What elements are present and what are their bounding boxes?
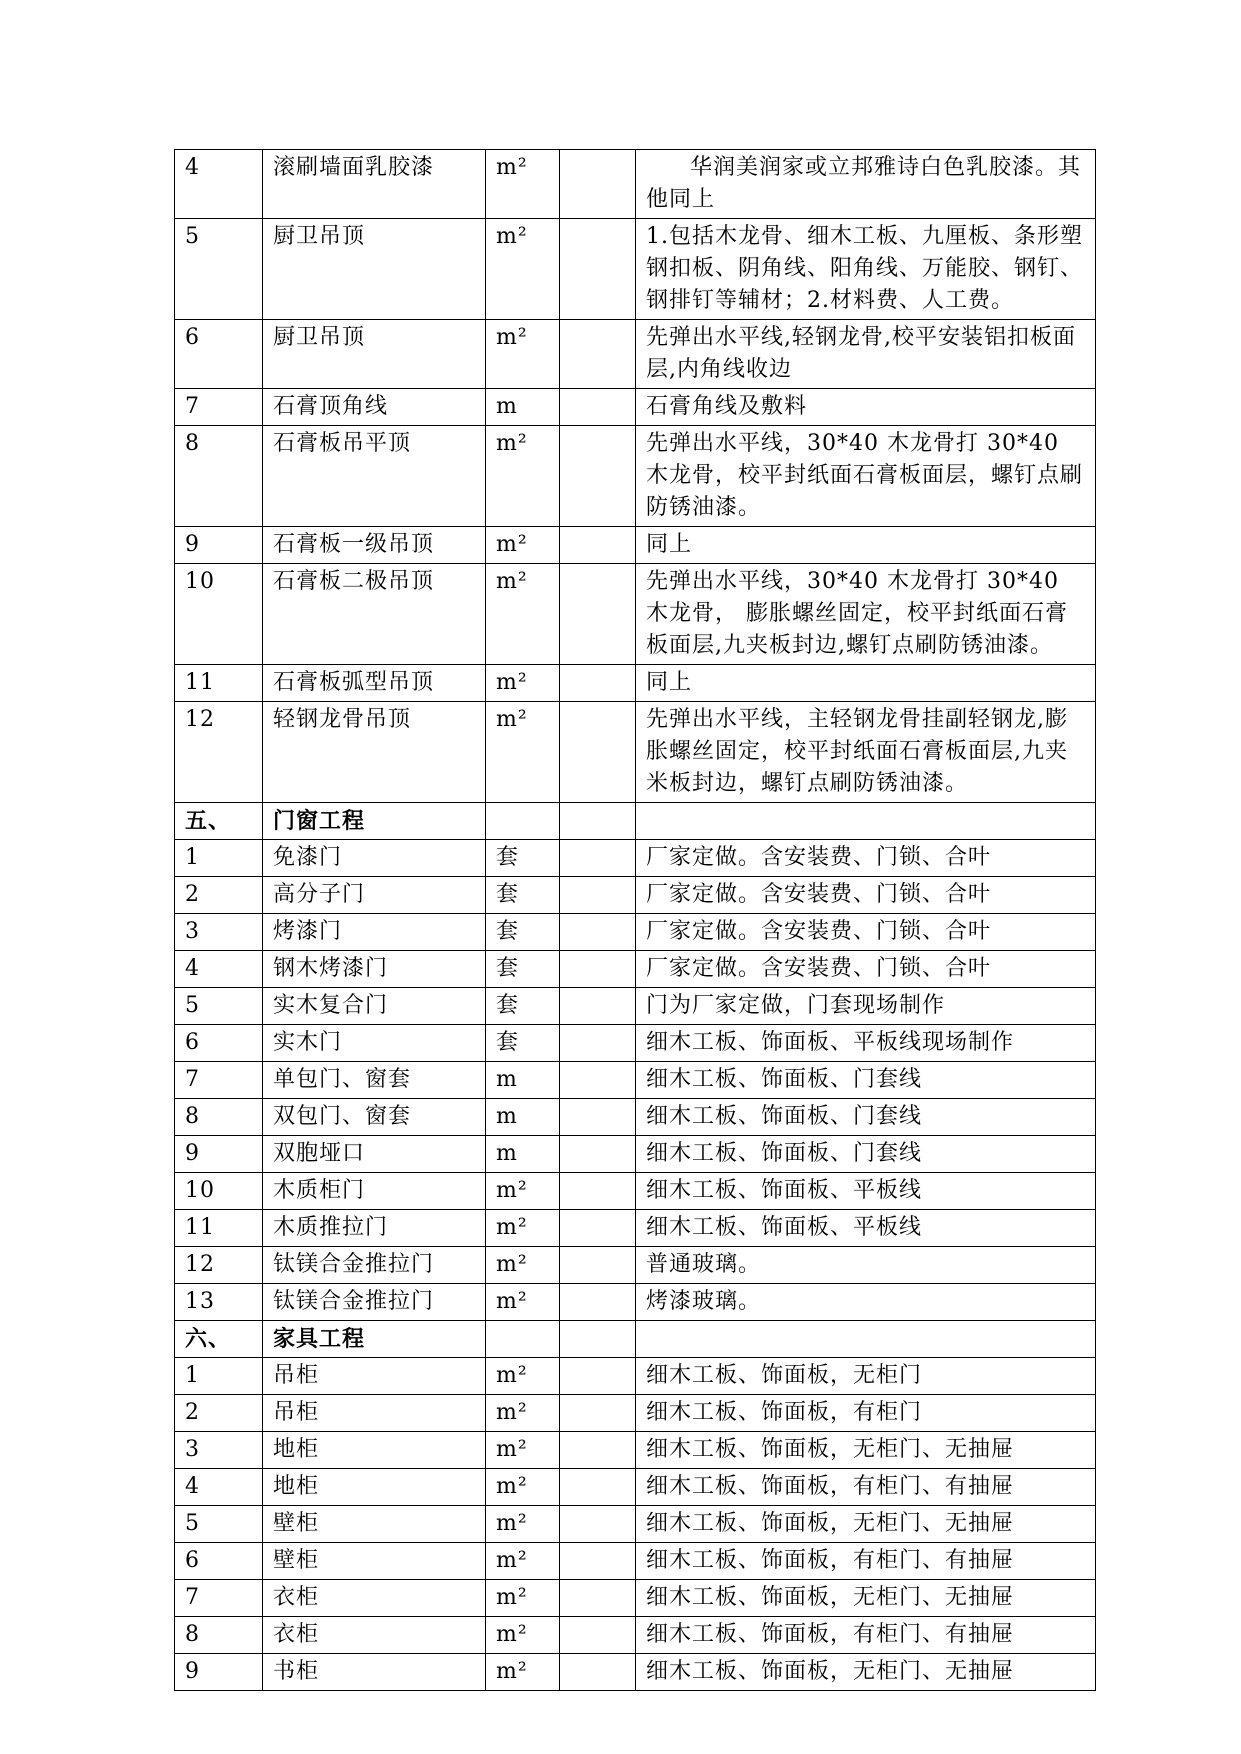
quantity-cell [560, 803, 636, 840]
description-cell: 烤漆玻璃。 [636, 1284, 1096, 1321]
description-cell: 细木工板、饰面板，有柜门、有抽屉 [636, 1617, 1096, 1654]
unit-cell: m² [486, 219, 560, 320]
table-row [175, 1284, 1096, 1321]
quantity-cell [560, 1432, 636, 1469]
unit-cell: m² [486, 1506, 560, 1543]
table-row [175, 1469, 1096, 1506]
item-name-cell: 衣柜 [263, 1580, 486, 1617]
quotation-table [174, 149, 1096, 1691]
quantity-cell [560, 426, 636, 527]
item-name-cell: 双包门、窗套 [263, 1099, 486, 1136]
unit-cell: m² [486, 320, 560, 389]
item-name-cell: 家具工程 [263, 1321, 486, 1358]
description-cell: 同上 [636, 527, 1096, 564]
unit-cell: m [486, 1099, 560, 1136]
quantity-cell [560, 1099, 636, 1136]
description-cell: 细木工板、饰面板，无柜门 [636, 1358, 1096, 1395]
quantity-cell [560, 527, 636, 564]
item-name-cell: 石膏板二极吊顶 [263, 564, 486, 665]
item-number-cell: 11 [175, 665, 263, 702]
description-cell: 细木工板、饰面板、门套线 [636, 1136, 1096, 1173]
unit-cell: m² [486, 150, 560, 219]
item-name-cell: 地柜 [263, 1432, 486, 1469]
table-row [175, 840, 1096, 877]
unit-cell: m² [486, 1654, 560, 1691]
table-row [175, 1543, 1096, 1580]
quantity-cell [560, 1654, 636, 1691]
item-name-cell: 钛镁合金推拉门 [263, 1247, 486, 1284]
item-number-cell: 7 [175, 389, 263, 426]
table-row [175, 150, 1096, 219]
item-number-cell: 10 [175, 1173, 263, 1210]
table-row [175, 1358, 1096, 1395]
item-name-cell: 高分子门 [263, 877, 486, 914]
table-row [175, 1099, 1096, 1136]
item-number-cell: 1 [175, 1358, 263, 1395]
unit-cell: m² [486, 1358, 560, 1395]
unit-cell: m² [486, 426, 560, 527]
description-cell: 普通玻璃。 [636, 1247, 1096, 1284]
quantity-cell [560, 219, 636, 320]
table-row [175, 1210, 1096, 1247]
item-name-cell: 免漆门 [263, 840, 486, 877]
description-cell: 细木工板、饰面板，无柜门、无抽屉 [636, 1432, 1096, 1469]
description-cell: 先弹出水平线，30*40 木龙骨打 30*40 木龙骨，校平封纸面石膏板面层，螺钉点刷防锈油漆。 [636, 426, 1096, 527]
quantity-cell [560, 702, 636, 803]
section-header-row [175, 1321, 1096, 1358]
unit-cell: m [486, 1136, 560, 1173]
item-number-cell: 6 [175, 1543, 263, 1580]
quantity-cell [560, 150, 636, 219]
table-row [175, 1062, 1096, 1099]
unit-cell: m² [486, 702, 560, 803]
quantity-cell [560, 840, 636, 877]
item-name-cell: 石膏板吊平顶 [263, 426, 486, 527]
item-number-cell: 五、 [175, 803, 263, 840]
description-cell: 细木工板、饰面板，有柜门 [636, 1395, 1096, 1432]
quantity-cell [560, 1543, 636, 1580]
quantity-cell [560, 1321, 636, 1358]
item-number-cell: 4 [175, 1469, 263, 1506]
quantity-cell [560, 1617, 636, 1654]
quantity-cell [560, 389, 636, 426]
unit-cell: m² [486, 1580, 560, 1617]
item-number-cell: 六、 [175, 1321, 263, 1358]
item-number-cell: 1 [175, 840, 263, 877]
quantity-cell [560, 1469, 636, 1506]
description-cell: 厂家定做。含安装费、门锁、合叶 [636, 840, 1096, 877]
unit-cell: 套 [486, 840, 560, 877]
item-name-cell: 门窗工程 [263, 803, 486, 840]
quantity-cell [560, 1247, 636, 1284]
item-name-cell: 烤漆门 [263, 914, 486, 951]
unit-cell [486, 1321, 560, 1358]
item-number-cell: 2 [175, 877, 263, 914]
unit-cell: 套 [486, 988, 560, 1025]
item-name-cell: 实木复合门 [263, 988, 486, 1025]
quantity-cell [560, 1395, 636, 1432]
item-number-cell: 12 [175, 1247, 263, 1284]
table-row [175, 665, 1096, 702]
table-row [175, 1432, 1096, 1469]
quantity-cell [560, 1284, 636, 1321]
item-number-cell: 8 [175, 1099, 263, 1136]
unit-cell: m² [486, 1617, 560, 1654]
quantity-cell [560, 1358, 636, 1395]
description-cell: 厂家定做。含安装费、门锁、合叶 [636, 877, 1096, 914]
table-row [175, 1247, 1096, 1284]
quotation-table-body [175, 150, 1096, 1691]
item-number-cell: 8 [175, 1617, 263, 1654]
item-number-cell: 7 [175, 1062, 263, 1099]
item-number-cell: 5 [175, 219, 263, 320]
table-row [175, 1136, 1096, 1173]
description-cell: 华润美润家或立邦雅诗白色乳胶漆。其他同上 [636, 150, 1096, 219]
item-name-cell: 滚刷墙面乳胶漆 [263, 150, 486, 219]
unit-cell: m² [486, 1469, 560, 1506]
table-row [175, 389, 1096, 426]
item-name-cell: 石膏板弧型吊顶 [263, 665, 486, 702]
description-cell [636, 803, 1096, 840]
description-cell: 先弹出水平线，主轻钢龙骨挂副轻钢龙,膨胀螺丝固定，校平封纸面石膏板面层,九夹米板封边，螺钉点刷防锈油漆。 [636, 702, 1096, 803]
unit-cell [486, 803, 560, 840]
section-header-row [175, 803, 1096, 840]
table-row [175, 914, 1096, 951]
item-number-cell: 13 [175, 1284, 263, 1321]
description-cell: 细木工板、饰面板、平板线 [636, 1173, 1096, 1210]
description-cell: 门为厂家定做，门套现场制作 [636, 988, 1096, 1025]
unit-cell: m² [486, 1173, 560, 1210]
unit-cell: 套 [486, 1025, 560, 1062]
description-cell: 细木工板、饰面板，无柜门、无抽屉 [636, 1580, 1096, 1617]
table-row [175, 1395, 1096, 1432]
unit-cell: m [486, 1062, 560, 1099]
item-number-cell: 3 [175, 1432, 263, 1469]
description-cell: 先弹出水平线，30*40 木龙骨打 30*40 木龙骨， 膨胀螺丝固定，校平封纸面石膏板面层,九夹板封边,螺钉点刷防锈油漆。 [636, 564, 1096, 665]
item-name-cell: 单包门、窗套 [263, 1062, 486, 1099]
unit-cell: m² [486, 1432, 560, 1469]
quantity-cell [560, 1062, 636, 1099]
description-cell: 石膏角线及敷料 [636, 389, 1096, 426]
item-number-cell: 5 [175, 988, 263, 1025]
item-number-cell: 9 [175, 527, 263, 564]
item-number-cell: 9 [175, 1136, 263, 1173]
item-name-cell: 石膏顶角线 [263, 389, 486, 426]
item-name-cell: 厨卫吊顶 [263, 320, 486, 389]
unit-cell: m² [486, 1543, 560, 1580]
description-cell: 细木工板、饰面板，有柜门、有抽屉 [636, 1469, 1096, 1506]
item-name-cell: 钢木烤漆门 [263, 951, 486, 988]
unit-cell: m² [486, 1284, 560, 1321]
quantity-cell [560, 564, 636, 665]
quantity-cell [560, 1025, 636, 1062]
table-row [175, 564, 1096, 665]
item-name-cell: 轻钢龙骨吊顶 [263, 702, 486, 803]
quantity-cell [560, 951, 636, 988]
item-name-cell: 壁柜 [263, 1506, 486, 1543]
unit-cell: 套 [486, 877, 560, 914]
item-name-cell: 吊柜 [263, 1358, 486, 1395]
item-number-cell: 4 [175, 951, 263, 988]
unit-cell: m² [486, 527, 560, 564]
unit-cell: 套 [486, 914, 560, 951]
quantity-cell [560, 1173, 636, 1210]
unit-cell: m² [486, 1247, 560, 1284]
table-row [175, 877, 1096, 914]
table-row [175, 1173, 1096, 1210]
description-cell: 细木工板、饰面板，有柜门、有抽屉 [636, 1543, 1096, 1580]
item-number-cell: 6 [175, 320, 263, 389]
table-row [175, 1025, 1096, 1062]
quantity-cell [560, 320, 636, 389]
item-name-cell: 厨卫吊顶 [263, 219, 486, 320]
description-cell: 细木工板、饰面板、门套线 [636, 1099, 1096, 1136]
item-name-cell: 双胞垭口 [263, 1136, 486, 1173]
item-number-cell: 2 [175, 1395, 263, 1432]
item-number-cell: 3 [175, 914, 263, 951]
description-cell: 细木工板、饰面板，无柜门、无抽屉 [636, 1506, 1096, 1543]
item-name-cell: 壁柜 [263, 1543, 486, 1580]
item-number-cell: 8 [175, 426, 263, 527]
item-name-cell: 吊柜 [263, 1395, 486, 1432]
table-row [175, 426, 1096, 527]
item-name-cell: 衣柜 [263, 1617, 486, 1654]
table-row [175, 702, 1096, 803]
table-row [175, 219, 1096, 320]
table-row [175, 951, 1096, 988]
item-name-cell: 木质柜门 [263, 1173, 486, 1210]
item-number-cell: 4 [175, 150, 263, 219]
unit-cell: m² [486, 564, 560, 665]
item-name-cell: 钛镁合金推拉门 [263, 1284, 486, 1321]
description-cell: 细木工板、饰面板、平板线现场制作 [636, 1025, 1096, 1062]
description-cell: 细木工板、饰面板、平板线 [636, 1210, 1096, 1247]
item-number-cell: 11 [175, 1210, 263, 1247]
quantity-cell [560, 1506, 636, 1543]
description-cell: 厂家定做。含安装费、门锁、合叶 [636, 914, 1096, 951]
description-cell: 先弹出水平线,轻钢龙骨,校平安装铝扣板面层,内角线收边 [636, 320, 1096, 389]
quantity-cell [560, 914, 636, 951]
item-name-cell: 地柜 [263, 1469, 486, 1506]
table-row [175, 1654, 1096, 1691]
item-number-cell: 5 [175, 1506, 263, 1543]
table-row [175, 1580, 1096, 1617]
description-cell: 同上 [636, 665, 1096, 702]
table-row [175, 1617, 1096, 1654]
item-name-cell: 石膏板一级吊顶 [263, 527, 486, 564]
unit-cell: m² [486, 1395, 560, 1432]
item-number-cell: 7 [175, 1580, 263, 1617]
table-row [175, 527, 1096, 564]
item-number-cell: 9 [175, 1654, 263, 1691]
table-row [175, 1506, 1096, 1543]
item-name-cell: 实木门 [263, 1025, 486, 1062]
item-number-cell: 10 [175, 564, 263, 665]
description-cell [636, 1321, 1096, 1358]
quantity-cell [560, 1136, 636, 1173]
unit-cell: m² [486, 665, 560, 702]
table-row [175, 320, 1096, 389]
table-row [175, 988, 1096, 1025]
quantity-cell [560, 988, 636, 1025]
quantity-cell [560, 877, 636, 914]
item-name-cell: 木质推拉门 [263, 1210, 486, 1247]
description-cell: 厂家定做。含安装费、门锁、合叶 [636, 951, 1096, 988]
quantity-cell [560, 1210, 636, 1247]
unit-cell: 套 [486, 951, 560, 988]
unit-cell: m² [486, 1210, 560, 1247]
description-cell: 细木工板、饰面板，无柜门、无抽屉 [636, 1654, 1096, 1691]
unit-cell: m [486, 389, 560, 426]
item-name-cell: 书柜 [263, 1654, 486, 1691]
item-number-cell: 6 [175, 1025, 263, 1062]
description-cell: 细木工板、饰面板、门套线 [636, 1062, 1096, 1099]
quantity-cell [560, 665, 636, 702]
item-number-cell: 12 [175, 702, 263, 803]
quantity-cell [560, 1580, 636, 1617]
description-cell: 1.包括木龙骨、细木工板、九厘板、条形塑钢扣板、阴角线、阳角线、万能胶、钢钉、钢排钉等辅材；2.材料费、人工费。 [636, 219, 1096, 320]
